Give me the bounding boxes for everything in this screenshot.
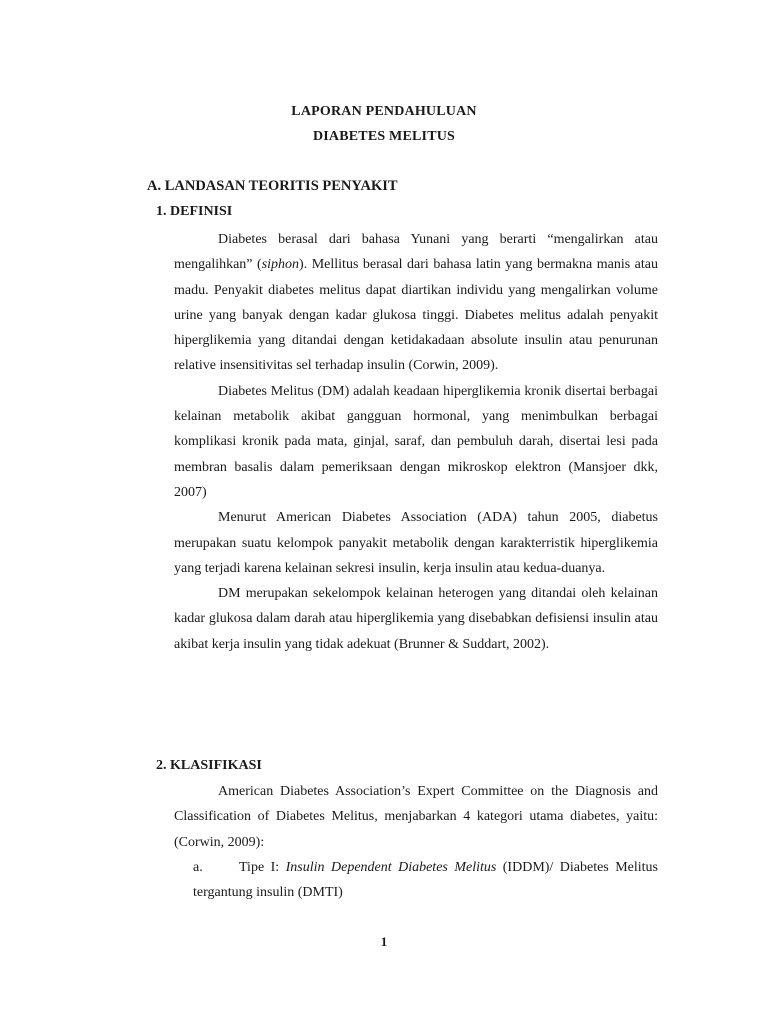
page-number: 1 (380, 934, 388, 949)
paragraph: DM merupakan sekelompok kelainan heterogen yang ditandai oleh kelainan kadar glukosa dalam darah atau hiperglikemia yang disebabkan defisiensi insulin atau akibat kerja insulin yang tidak adekuat (Brunner & Suddart, 2002). (174, 586, 658, 652)
paragraph-text: ). Mellitus berasal dari bahasa latin yang bermakna manis atau madu. Penyakit diabetes melitus dapat diartikan individu yang mengalirkan volume urine yang banyak dengan kadar glukosa tinggi. Diabetes melitus adalah penyakit hiperglikemia yang ditandai dengan ketidakadaan absolute insulin atau penurunan relative insensitivitas sel terhadap insulin (Corwin, 2009). (174, 257, 658, 374)
list-marker: a. (193, 860, 203, 875)
paragraph: American Diabetes Association’s Expert Committee on the Diagnosis and Classification of Diabetes Melitus, menjabarkan 4 kategori utama diabetes, yaitu: (Corwin, 2009): (174, 784, 658, 850)
list-text: Tipe I: (239, 860, 286, 875)
subsection-heading-klasifikasi: 2. KLASIFIKASI (156, 758, 262, 773)
document-title: LAPORAN PENDAHULUAN (291, 104, 477, 119)
paragraph: Diabetes Melitus (DM) adalah keadaan hiperglikemia kronik disertai berbagai kelainan metabolik akibat gangguan hormonal, yang menimbulkan berbagai komplikasi kronik pada mata, ginjal, saraf, dan pembuluh darah, disertai lesi pada membran basalis dalam pemeriksaan dengan mikroskop elektron (Mansjoer dkk, 2007) (174, 383, 658, 500)
document-subtitle: DIABETES MELITUS (312, 129, 456, 144)
list-item (193, 855, 658, 906)
paragraph: Menurut American Diabetes Association (ADA) tahun 2005, diabetus merupakan suatu kelompok panyakit metabolik dengan karakterristik hiperglikemia yang terjadi karena kelainan sekresi insulin, kerja insulin atau kedua-duanya. (174, 510, 658, 576)
italic-term: Insulin Dependent Diabetes Melitus (285, 860, 497, 875)
paragraph-text: Diabetes berasal dari bahasa Yunani yang berarti “mengalirkan atau mengalihkan” ( (174, 232, 658, 273)
section-heading-a: A. LANDASAN TEORITIS PENYAKIT (147, 178, 398, 194)
list-text: (IDDM)/ Diabetes Melitus tergantung insulin (DMTI) (193, 860, 658, 901)
paragraph (174, 227, 658, 379)
klasifikasi-body (174, 779, 658, 855)
definisi-body (174, 227, 658, 657)
subsection-heading-definisi: 1. DEFINISI (156, 204, 233, 219)
italic-term: siphon (261, 257, 300, 273)
